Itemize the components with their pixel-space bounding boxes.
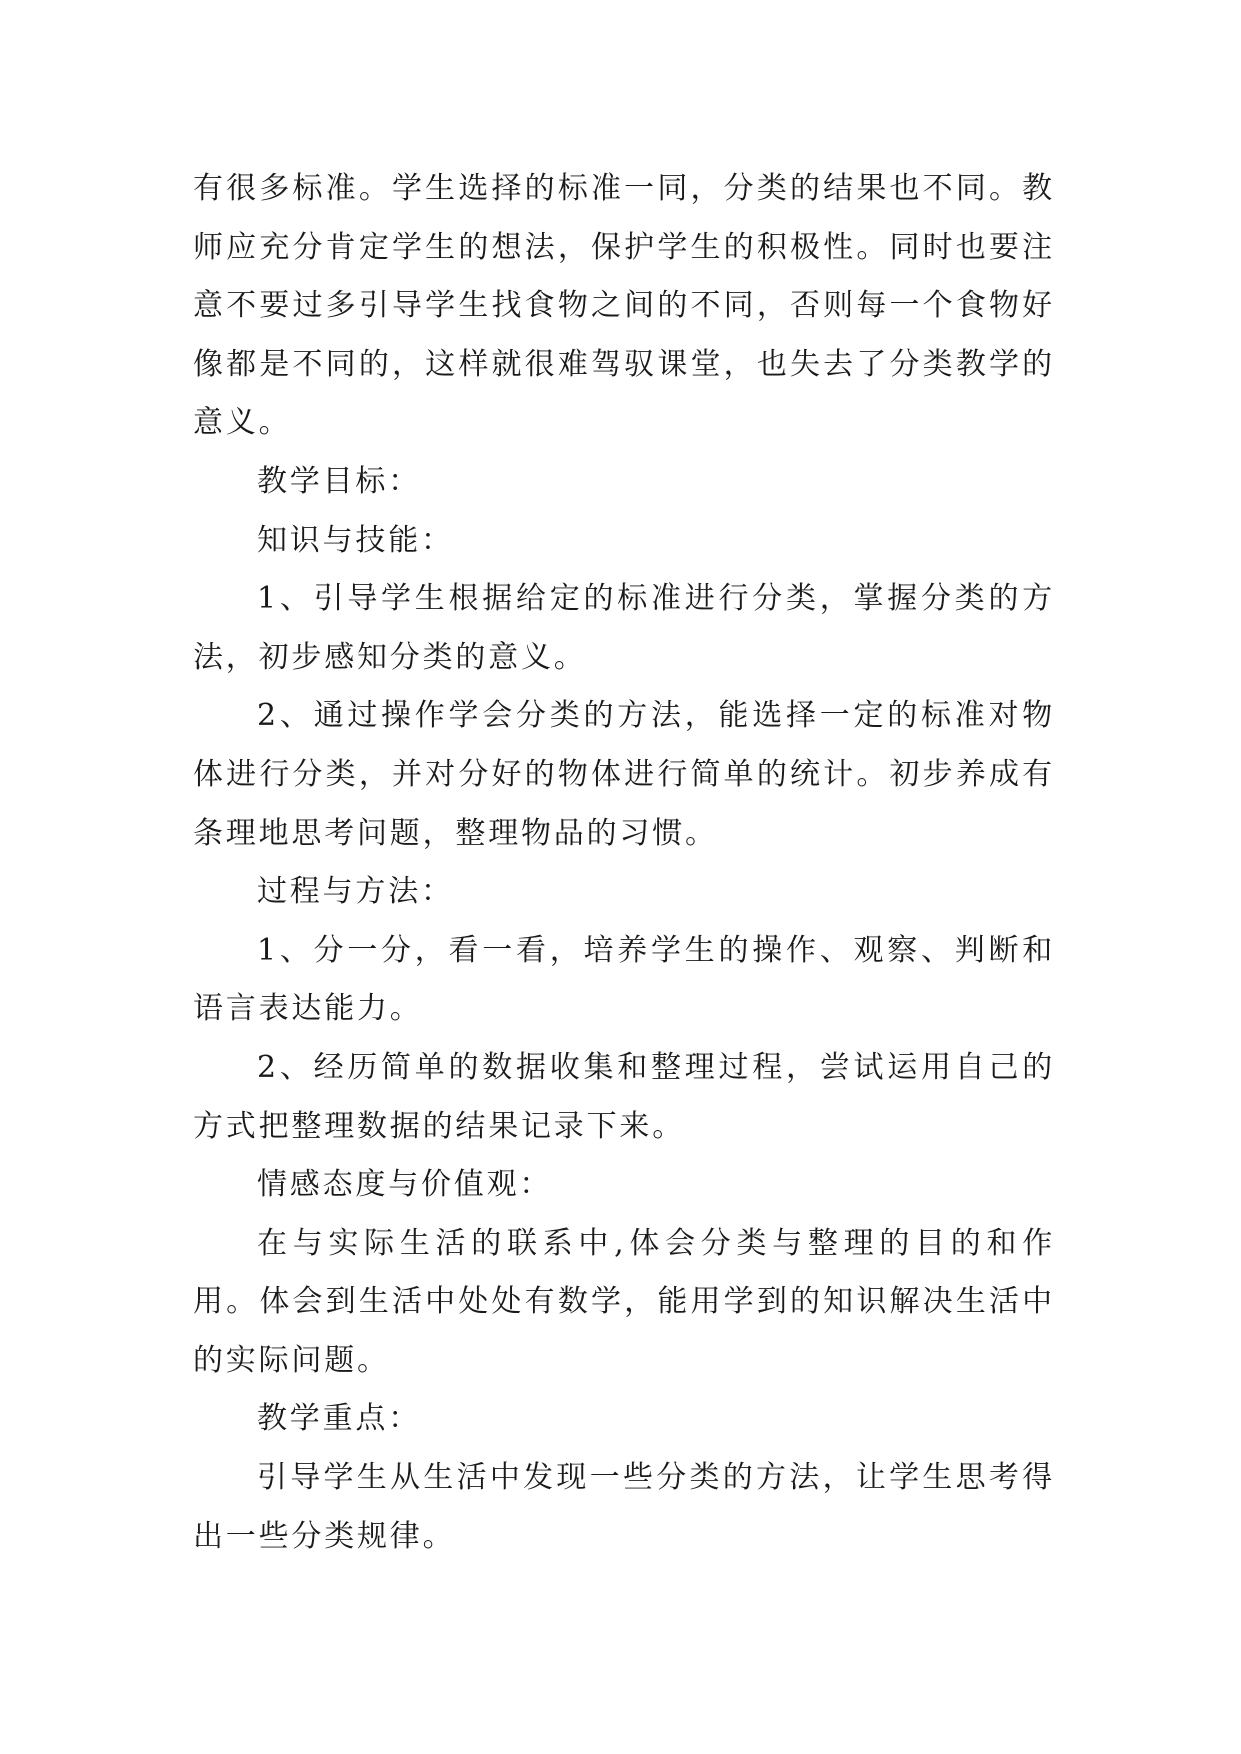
heading-teaching-focus: 教学重点： [257,1401,421,1437]
paragraph-teaching-focus: 引导学生从生活中发现一些分类的方法，让学生思考得出一些分类规律。 [193,1460,1055,1554]
paragraph-knowledge-item-2: 2、通过操作学会分类的方法，能选择一定的标准对物体进行分类，并对分好的物体进行简单的统计。初步养成有条理地思考问题，整理物品的习惯。 [193,698,1055,851]
paragraph-continuation: 有很多标准。学生选择的标准一同，分类的结果也不同。教师应充分肯定学生的想法，保护学生的积极性。同时也要注意不要过多引导学生找食物之间的不同，否则每一个食物好像都是不同的，这样就很难驾驭课堂，也失去了分类教学的意义。 [193,171,1055,441]
heading-attitude-values: 情感态度与价值观： [257,1167,553,1203]
paragraph-process-item-1: 1、分一分，看一看，培养学生的操作、观察、判断和语言表达能力。 [193,932,1055,1027]
document-body [193,160,1055,1566]
paragraph-process-item-2: 2、经历简单的数据收集和整理过程，尝试运用自己的方式把整理数据的结果记录下来。 [193,1049,1055,1144]
heading-process-methods: 过程与方法： [257,874,454,910]
heading-teaching-goals: 教学目标： [257,463,421,499]
paragraph-attitude-values: 在与实际生活的联系中,体会分类与整理的目的和作用。体会到生活中处处有数学，能用学到的知识解决生活中的实际问题。 [193,1225,1055,1378]
paragraph-knowledge-item-1: 1、引导学生根据给定的标准进行分类，掌握分类的方法，初步感知分类的意义。 [193,581,1055,675]
heading-knowledge-skills: 知识与技能： [257,522,454,558]
